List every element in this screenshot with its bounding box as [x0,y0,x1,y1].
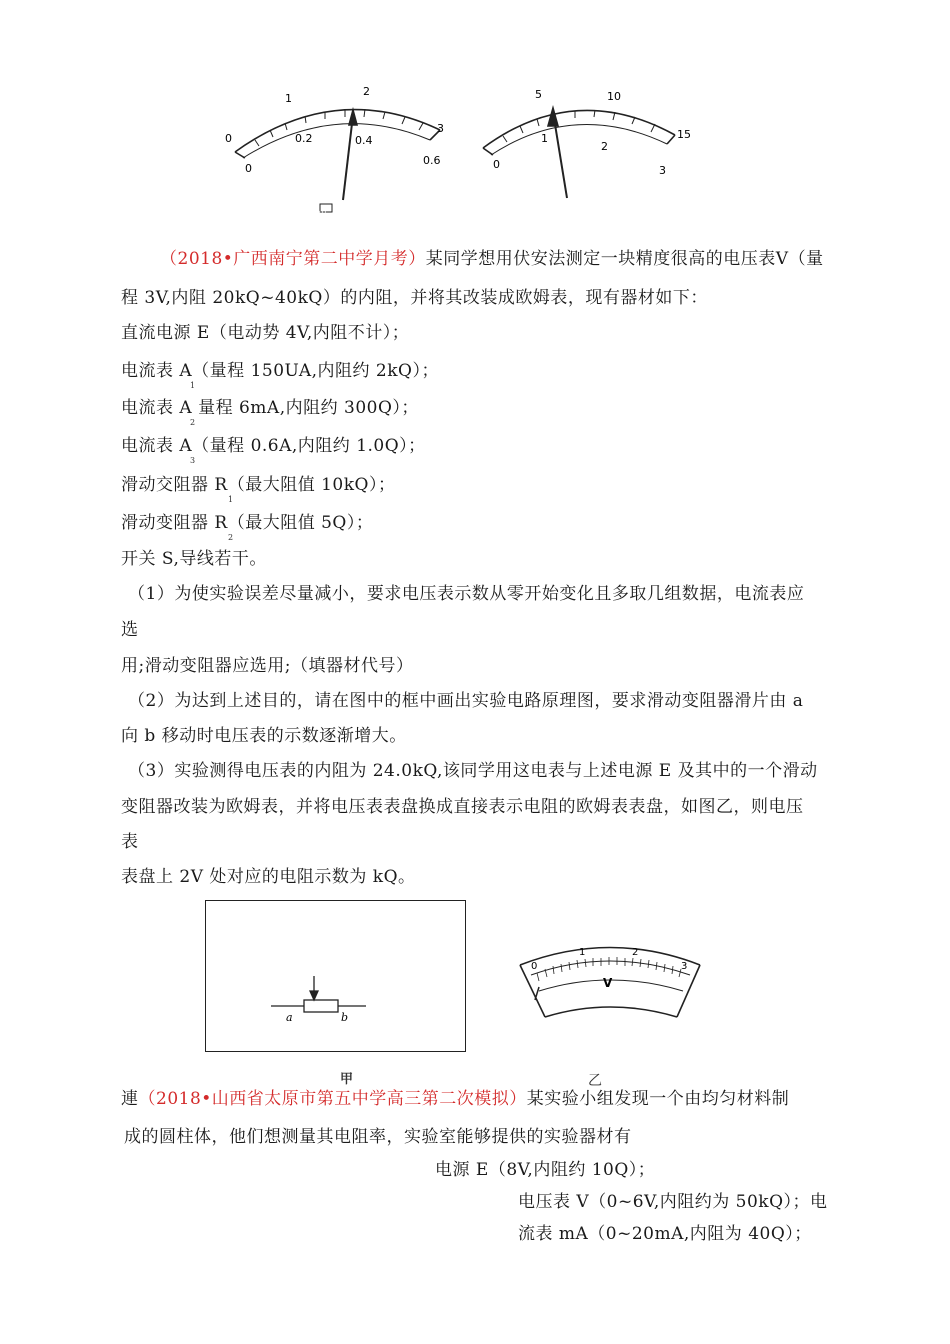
question-2-line1: （2）为达到上述目的，请在图中的框中画出实验电路原理图，要求滑动变阻器滑片由 a [128,691,804,711]
voltmeter-tick: 2 [632,947,639,958]
equipment-item: 电流表 A（量程 150UA,内阻约 2kQ）； [121,361,439,381]
meter-1-bottom-tick: 0 [245,162,252,175]
equipment-item: 电流表 A 量程 6mA,内阻约 300Q）； [121,398,419,418]
meter-1-caption: 甲 [318,211,328,220]
problem1-intro-line2: 程 3V,内阻 20kQ~40kQ）的内阻，并将其改装成欧姆表，现有器材如下： [121,288,708,308]
top-meters-figure [215,80,715,220]
question-3-line1: （3）实验测得电压表的内阻为 24.0kQ,该同学用这电表与上述电源 E 及其中的一个滑动 [128,761,818,781]
meter-2-bottom-tick: 2 [601,140,608,153]
question-3-line2: 变阻器改装为欧姆表，并将电压表表盘换成直接表示电阻的欧姆表表盘，如图乙，则电压 [121,797,804,817]
problem2-intro-text: 某实验小组发现一个由均匀材料制 [526,1089,790,1109]
voltmeter-tick: 1 [579,947,586,958]
question-1-line3: 用;滑动变阻器应选用;（填器材代号） [121,656,414,676]
rheostat-label-b: b [341,1011,349,1024]
meter-2-bottom-tick: 0 [493,158,500,171]
problem2-source: （2018•山西省太原市第五中学高三第二次模拟） [138,1089,527,1109]
meter-2-top-tick: 5 [535,88,542,101]
question-2-line2: 向 b 移动时电压表的示数逐渐增大。 [121,726,407,746]
equipment-subscript: 1 [190,381,196,390]
voltmeter-dial-drawing [515,935,705,1025]
meter-1-bottom-tick: 0.4 [355,134,373,147]
equipment-item: 滑动交阻器 R（最大阻值 10kQ）； [121,475,396,495]
voltmeter-tick: 0 [531,961,538,972]
equipment-subscript: 1 [228,495,234,504]
question-3-line3: 表 [121,832,139,852]
meter-1 [235,109,440,212]
meter-2-bottom-tick: 1 [541,132,548,145]
circuit-answer-box [205,900,466,1052]
meter-2-top-tick: 10 [607,90,621,103]
equipment-item: 滑动变阻器 R（最大阻值 5Q）； [121,513,374,533]
problem2-item-3: 流表 mA（0~20mA,内阻为 40Q）； [518,1224,812,1244]
rheostat-symbol [206,901,465,1051]
voltmeter-tick: 3 [681,961,688,972]
voltmeter-unit: V [603,976,613,990]
question-1-line1: （1）为使实验误差尽量减小，要求电压表示数从零开始变化且多取几组数据，电流表应 [128,584,805,604]
question-1-line2: 选 [121,620,139,640]
meter-2 [483,108,675,198]
problem2-item-1: 电源 E（8V,内阻约 10Q）； [435,1160,656,1180]
rheostat-label-a: a [286,1011,293,1024]
figure-yi-caption: 乙 [588,1073,602,1089]
meter-1-top-tick: 2 [363,85,370,98]
equipment-item: 开关 S,导线若干。 [121,549,267,569]
equipment-subscript: 3 [190,456,196,465]
meter-1-bottom-tick: 0.6 [423,154,441,167]
meter-1-top-tick: 1 [285,92,292,105]
figure-jia-caption: 甲 [340,1072,354,1087]
problem1-source: （2018•广西南宁第二中学月考） [160,249,426,269]
question-3-line4: 表盘上 2V 处对应的电阻示数为 kQ。 [121,867,416,887]
equipment-subscript: 2 [190,418,196,427]
problem2-intro-line2: 成的圆柱体，他们想测量其电阻率，实验室能够提供的实验器材有 [124,1127,632,1147]
problem1-intro-line1 [160,248,824,270]
meter-1-top-tick: 0 [225,132,232,145]
meter-dials-drawing [215,80,715,220]
equipment-item: 直流电源 E（电动势 4V,内阻不计）； [121,323,410,343]
voltmeter-dial-figure [515,935,705,1025]
equipment-item: 电流表 A（量程 0.6A,内阻约 1.0Q）； [121,436,426,456]
problem2-intro-line1 [121,1088,789,1110]
meter-1-top-tick: 3 [437,122,444,135]
meter-2-bottom-tick: 3 [659,164,666,177]
meter-2-top-tick: 15 [677,128,691,141]
problem2-prefix: 連 [121,1089,139,1109]
meter-1-bottom-tick: 0.2 [295,132,313,145]
problem2-item-2: 电压表 V（0~6V,内阻约为 50kQ）；电 [518,1192,828,1212]
equipment-subscript: 2 [228,533,234,542]
problem1-intro-text: 某同学想用伏安法测定一块精度很高的电压表V（量 [425,249,824,269]
